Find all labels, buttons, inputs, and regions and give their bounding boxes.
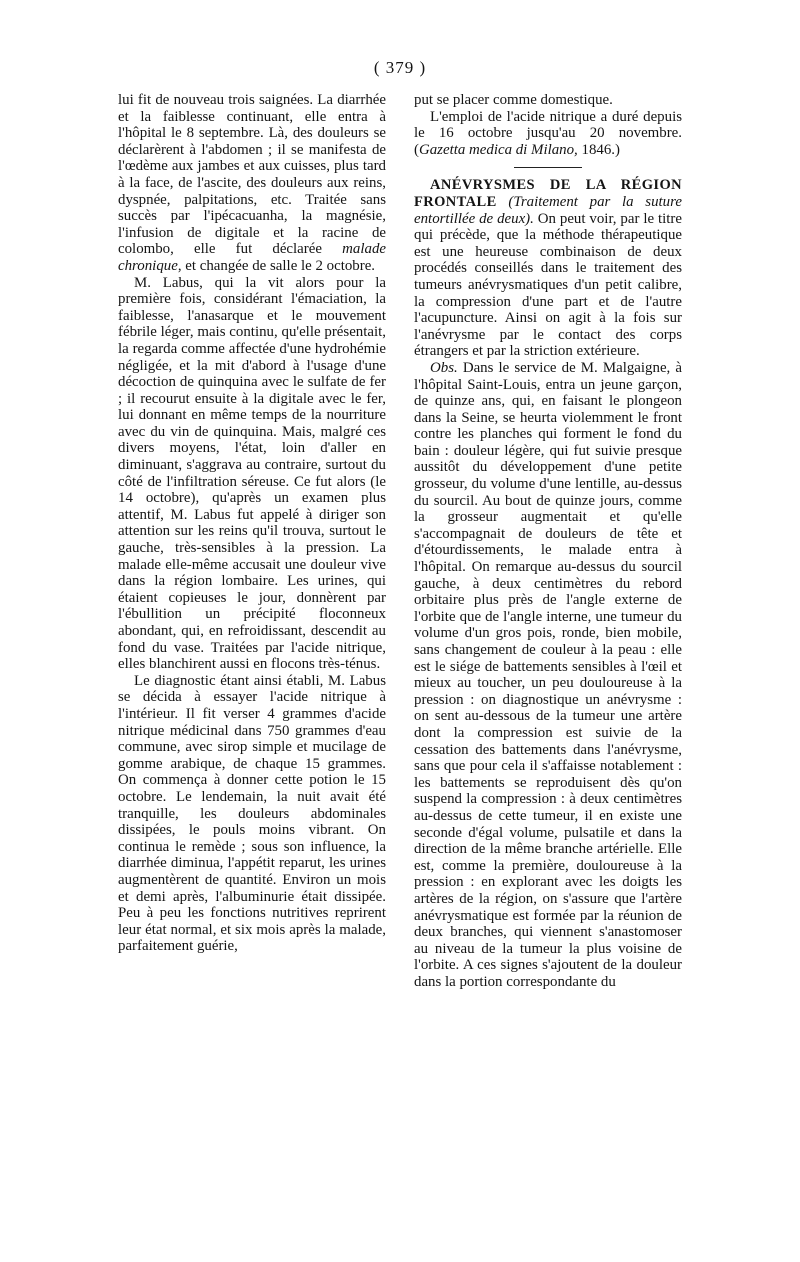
right-column xyxy=(414,92,682,1242)
left-paragraph-3: Le diagnostic étant ainsi établi, M. Labus se décida à essayer l'acide nitrique à l'intérieur. Il fit verser 4 grammes d'acide nitrique médicinal dans 750 grammes d'eau commune, avec sirop simple et mucilage de gomme arabique, de chaque 15 grammes. On commença à donner cette potion le 15 octobre. Le lendemain, la nuit avait été tranquille, les douleurs abdominales dissipées, le pouls moins vibrant. On continua le remède ; sous son influence, la diarrhée diminua, l'appétit reparut, les urines augmentèrent de quantité. Environ un mois et demi après, l'albuminurie était dissipée. Peu à peu les fonctions nutritives reprirent leur état normal, et six mois après la malade, parfaitement guérie, xyxy=(118,672,386,955)
right-paragraph-1: put se placer comme domestique. xyxy=(414,92,613,108)
right-paragraph-2-emphasis: Gazetta medica di Milano, xyxy=(418,141,578,158)
right-paragraph-2-text: L'emploi de l'acide nitrique a duré depuis le 16 octobre jusqu'au 20 novembre. ( xyxy=(414,108,682,158)
right-paragraph-2-end: 1846.) xyxy=(577,141,620,158)
section-text: On peut voir, par le titre qui précède, que la méthode thérapeutique est une heureuse combinaison de deux procédés conseillés dans le traitement des tumeurs anévrysmatiques d'un petit calibre, la compression d'une part et de l'autre l'acupuncture. Ainsi on agit à la fois sur l'anévrysme par le contact des corps étrangers et par la striction extérieure. xyxy=(414,210,682,360)
left-paragraph-1-text: lui fit de nouveau trois saignées. La diarrhée et la faiblesse continuant, elle entra à l'hôpital le 8 septembre. Là, des douleurs se déclarèrent à l'abdomen ; il se manifesta de l'œdème aux jambes et aux cuisses, plus tard à la face, de l'ascite, des douleurs aux reins, dyspnée, palpitations, etc. Traitée sans succès par l'ipécacuanha, la magnésie, l'infusion de digitale et la racine de colombo, elle fut déclarée xyxy=(118,92,386,258)
right-paragraph-2 xyxy=(414,109,682,159)
section-heading: ANÉVRYSMES DE LA RÉGION FRONTALE xyxy=(414,177,682,210)
observation-paragraph xyxy=(414,360,682,991)
left-paragraph-1-emphasis: malade chronique xyxy=(118,241,386,274)
section-heading-subtitle: (Traitement par la suture entortillée de deux). xyxy=(414,193,682,227)
left-paragraph-1 xyxy=(118,92,386,275)
section-paragraph xyxy=(414,177,682,360)
left-paragraph-1-end: , et changée de salle le 2 octobre. xyxy=(177,257,376,274)
section-divider xyxy=(514,167,582,168)
left-paragraph-2: M. Labus, qui la vit alors pour la première fois, considérant l'émaciation, la faiblesse, l'anasarque et le mouvement fébrile léger, mais continu, qu'elle présentait, la regarda comme affectée d'une hydrohémie négligée, et la mit d'abord à l'usage d'une décoction de quinquina avec le sulfate de fer ; il recourut ensuite à la digitale avec le fer, lui donnant en même temps de la nourriture avec du vin de quinquina. Mais, malgré ces divers moyens, l'état, loin d'aller en diminuant, s'aggrava au contraire, surtout du côté de l'infiltration séreuse. Ce fut alors (le 14 octobre), qu'après un examen plus attentif, M. Labus fut appelé à diriger son attention sur les reins qu'il trouva, surtout le gauche, très-sensibles à la pression. La malade elle-même accusait une douleur vive dans la région lombaire. Les urines, qui étaient copieuses le jour, donnèrent par l'ébullition un précipité floconneux abondant, qui, en refroidissant, descendit au fond du vase. Traitées par l'acide nitrique, elles blanchirent aussi en flocons très-ténus. xyxy=(118,274,386,673)
observation-text: Dans le service de M. Malgaigne, à l'hôpital Saint-Louis, entra un jeune garçon, de quinze ans, qui, en faisant le plongeon dans la Seine, se heurta violemment le front contre les planches qui forment le fond du bain : douleur légère, qui fut suivie presque aussitôt du développement d'une petite grosseur, du volume d'une lentille, au-dessus du sourcil. Au bout de quinze jours, comme la grosseur augmentait et qu'elle s'accompagnait de douleurs de tête et d'étourdissements, le malade entra à l'hôpital. On remarque au-dessus du sourcil gauche, à deux centimètres du rebord orbitaire plus près de l'angle externe de l'orbite que de l'angle interne, une tumeur du volume d'un gros pois, ronde, bien mobile, sans changement de couleur à la peau : elle est le siége de battements sensibles à l'œil et mieux au toucher, un peu douloureuse à la pression : on diagnostique un anévrysme : on sent au-dessous de la tumeur une artère dont la compression est suivie de la cessation des battements dans l'anévrysme, sans que pour cela il s'affaisse notablement : les battements se reproduisent dès qu'on suspend la compression : à deux centimètres au-dessus de cette tumeur, il en existe une seconde d'égal volume, pulsatile et dans la direction de la même branche artérielle. Elle est, comme la première, douloureuse à la pression : en explorant avec les doigts les artères de la région, on s'assure que l'artère anévrysmatique est formée par la réunion de deux branches, qui viennent s'anastomoser au niveau de la tumeur la plus voisine de l'orbite. A ces signes s'ajoutent de la douleur dans la portion correspondante du xyxy=(414,359,682,990)
left-column xyxy=(118,92,386,1242)
observation-label: Obs. xyxy=(430,359,458,376)
page-number: ( 379 ) xyxy=(373,58,427,77)
